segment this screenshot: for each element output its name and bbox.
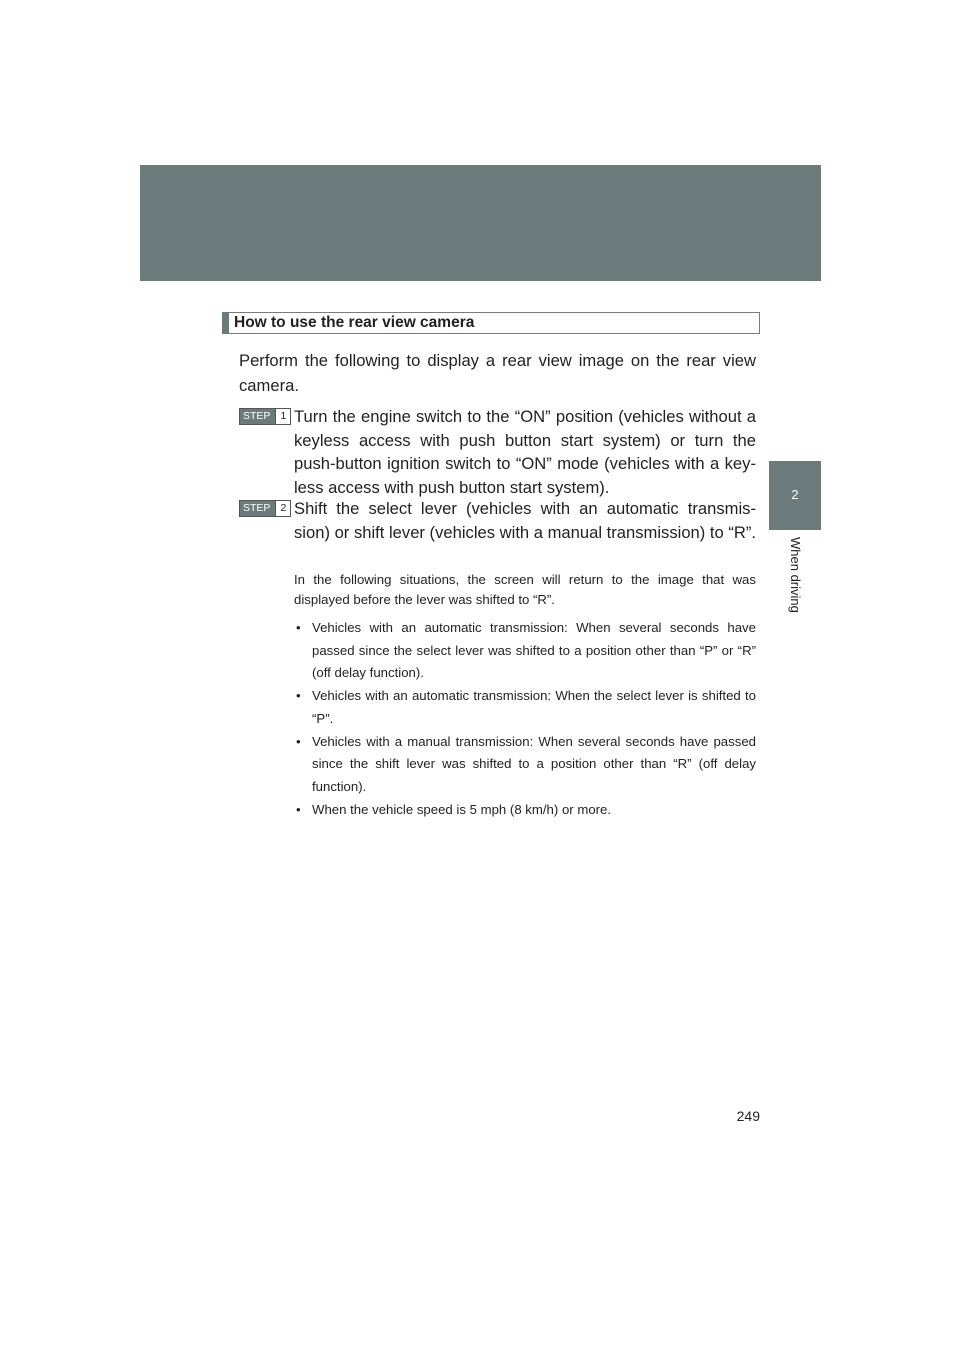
condition-list xyxy=(294,617,756,822)
section-breadcrumb: 2-4. Using other driving systems xyxy=(573,391,759,406)
list-item-text: Vehicles with an automatic transmission: When the select lever is shifted to “P”. xyxy=(312,688,756,726)
step-1 xyxy=(239,405,756,499)
list-item-text: When the vehicle speed is 5 mph (8 km/h) or more. xyxy=(312,801,612,817)
step-badge xyxy=(239,500,291,517)
step-2 xyxy=(239,497,756,544)
bullet-icon: • xyxy=(296,620,301,635)
list-item xyxy=(294,617,756,685)
step-badge-word: STEP xyxy=(240,409,275,424)
intro-paragraph: Perform the following to display a rear view image on the rear view camera. xyxy=(239,351,756,395)
step-badge xyxy=(239,408,291,425)
list-item xyxy=(294,731,756,799)
list-item xyxy=(294,799,756,822)
list-item-text: Vehicles with an automatic transmission: When several seconds have passed since the select lever was shifted to a position other than “P” or “R” (off delay function). xyxy=(312,620,756,680)
list-item-text: Vehicles with a manual transmission: When several seconds have passed since the shift lever was shifted to a position other than “R” (off delay function). xyxy=(312,733,756,794)
page-number: 249 xyxy=(736,1108,760,1124)
step-text: Shift the select lever (vehicles with an automatic transmis-sion) or shift lever (vehicles with a manual transmission) to “R”. xyxy=(294,499,757,542)
bullet-icon: • xyxy=(296,688,301,703)
list-item xyxy=(294,685,756,730)
step-badge-number: 1 xyxy=(275,409,290,424)
chapter-tab xyxy=(769,461,821,530)
chapter-number: 2 xyxy=(791,487,799,502)
note-paragraph: In the following situations, the screen will return to the image that was displayed before the lever was shifted to “R”. xyxy=(294,572,756,607)
bullet-icon: • xyxy=(296,733,301,749)
bullet-icon: • xyxy=(296,801,301,817)
step-badge-word: STEP xyxy=(240,501,275,516)
step-text: Turn the engine switch to the “ON” position (vehicles without a keyless access with push button start system) or turn the push-button ignition switch to “ON” mode (vehicles with a key-less access with push button start system). xyxy=(294,407,756,497)
chapter-label: When driving xyxy=(788,537,803,613)
section-heading: How to use the rear view camera xyxy=(222,312,760,334)
step-badge-number: 2 xyxy=(275,501,290,516)
